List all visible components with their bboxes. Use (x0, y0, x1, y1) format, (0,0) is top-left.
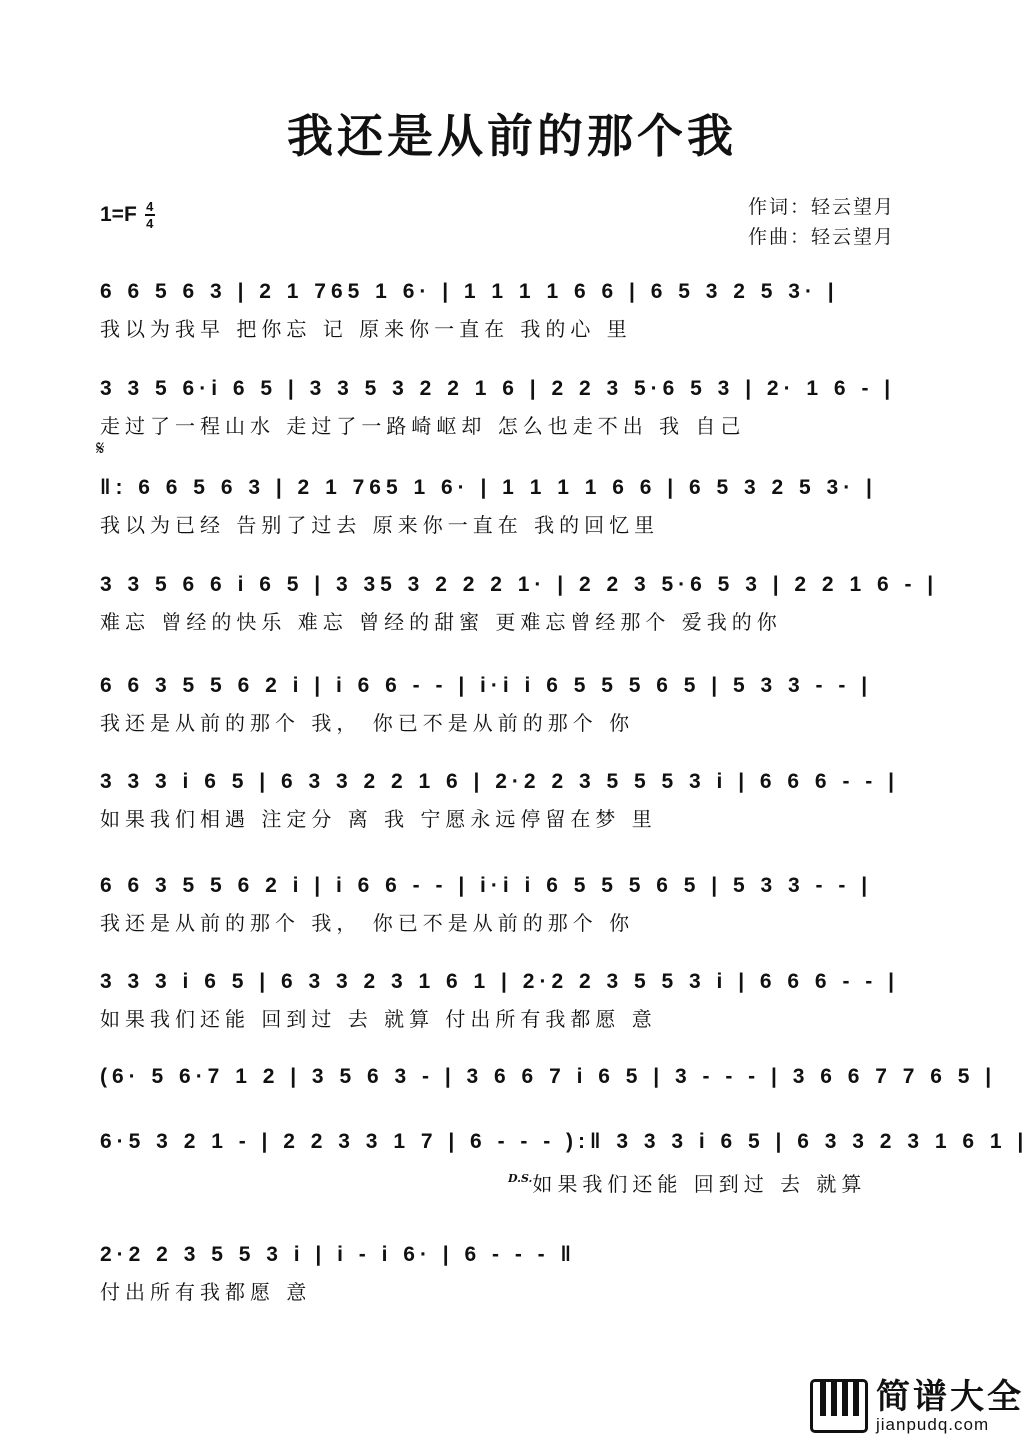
lyric-line: 走过了一程山水 走过了一路崎岖却 怎么也走不出 我 自己 (100, 414, 746, 438)
score-row-7 (100, 871, 930, 937)
page-title: 我还是从前的那个我 (287, 109, 737, 163)
time-bottom: 4 (146, 216, 154, 231)
composer-credit: 作曲：轻云望月 (748, 226, 896, 248)
notation-line: 6 6 5 6 3 | 2 1 765 1 6· | 1 1 1 1 6 6 | 6 5 3 2 5 3· | (100, 280, 839, 303)
notation-line: 3 3 5 6 6 i 6 5 | 3 35 3 2 2 2 1· | 2 2 3 5·6 5 3 | 2 2 1 6 - | (100, 573, 939, 596)
notation-line: ‖: 6 6 5 6 3 | 2 1 765 1 6· | 1 1 1 1 6 6 | 6 5 3 2 5 3· | (100, 476, 877, 499)
score-row-6 (100, 767, 930, 833)
score-row-4 (100, 570, 939, 636)
site-logo (810, 1378, 1024, 1434)
score-row-8 (100, 967, 930, 1033)
piano-icon (810, 1379, 868, 1433)
notation-line: 3 3 3 i 6 5 | 6 3 3 2 2 1 6 | 2·2 2 3 5 5 5 3 i | 6 6 6 - - | (100, 770, 899, 793)
score-row-11 (100, 1240, 930, 1306)
time-signature (145, 200, 155, 230)
notation-line: 6 6 3 5 5 6 2 i | i 6 6 - - | i·i i 6 5 5 5 6 5 | 5 3 3 - - | (100, 674, 873, 697)
notation-line: 3 3 5 6·i 6 5 | 3 3 5 3 2 2 1 6 | 2 2 3 5·6 5 3 | 2· 1 6 - | (100, 377, 896, 400)
lyric-line: 我以为我早 把你忘 记 原来你一直在 我的心 里 (100, 317, 632, 341)
notation-line: 6·5 3 2 1 - | 2 2 3 3 1 7 | 6 - - - ):‖ 3 3 3 i 6 5 | 6 3 3 2 3 1 6 1 | (100, 1130, 1028, 1153)
ds-mark: D.S. (508, 1172, 533, 1185)
lyric-line: 如果我们还能 回到过 去 就算 付出所有我都愿 意 (100, 1007, 657, 1031)
score-row-2 (100, 374, 930, 440)
score-row-9 (100, 1062, 997, 1092)
lyric-line: 我还是从前的那个 我， 你已不是从前的那个 你 (100, 711, 635, 735)
score-row-5 (100, 671, 930, 737)
time-top: 4 (146, 199, 154, 214)
lyric-line: 我以为已经 告别了过去 原来你一直在 我的回忆里 (100, 513, 660, 537)
lyric-line: 我还是从前的那个 我， 你已不是从前的那个 你 (100, 911, 635, 935)
lyricist-credit: 作词：轻云望月 (748, 196, 896, 218)
notation-line: 3 3 3 i 6 5 | 6 3 3 2 3 1 6 1 | 2·2 2 3 5 5 3 i | 6 6 6 - - | (100, 970, 899, 993)
segno-sign: 𝄋 (96, 436, 105, 460)
notation-line: 2·2 2 3 5 5 3 i | i - i 6· | 6 - - - ‖ (100, 1243, 576, 1266)
score-row-1 (100, 277, 930, 343)
lyric-line: 付出所有我都愿 意 (100, 1280, 312, 1304)
lyric-line: 难忘 曾经的快乐 难忘 曾经的甜蜜 更难忘曾经那个 爱我的你 (100, 610, 782, 634)
key-signature (100, 200, 155, 230)
notation-line: (6· 5 6·7 1 2 | 3 5 6 3 - | 3 6 6 7 i 6 5 | 3 - - - | 3 6 6 7 7 6 5 | (100, 1065, 997, 1088)
lyric-line: 如果我们相遇 注定分 离 我 宁愿永远停留在梦 里 (100, 807, 657, 831)
logo-url: jianpudq.com (876, 1415, 990, 1434)
score-row-3 (100, 473, 930, 539)
score-row-10 (100, 1127, 1028, 1196)
key-label: 1=F (100, 203, 137, 226)
lyric-line (100, 1165, 930, 1196)
lyric-text: 如果我们还能 回到过 去 就算 (532, 1172, 867, 1196)
logo-name: 简谱大全 (876, 1377, 1024, 1417)
notation-line: 6 6 3 5 5 6 2 i | i 6 6 - - | i·i i 6 5 5 5 6 5 | 5 3 3 - - | (100, 874, 873, 897)
